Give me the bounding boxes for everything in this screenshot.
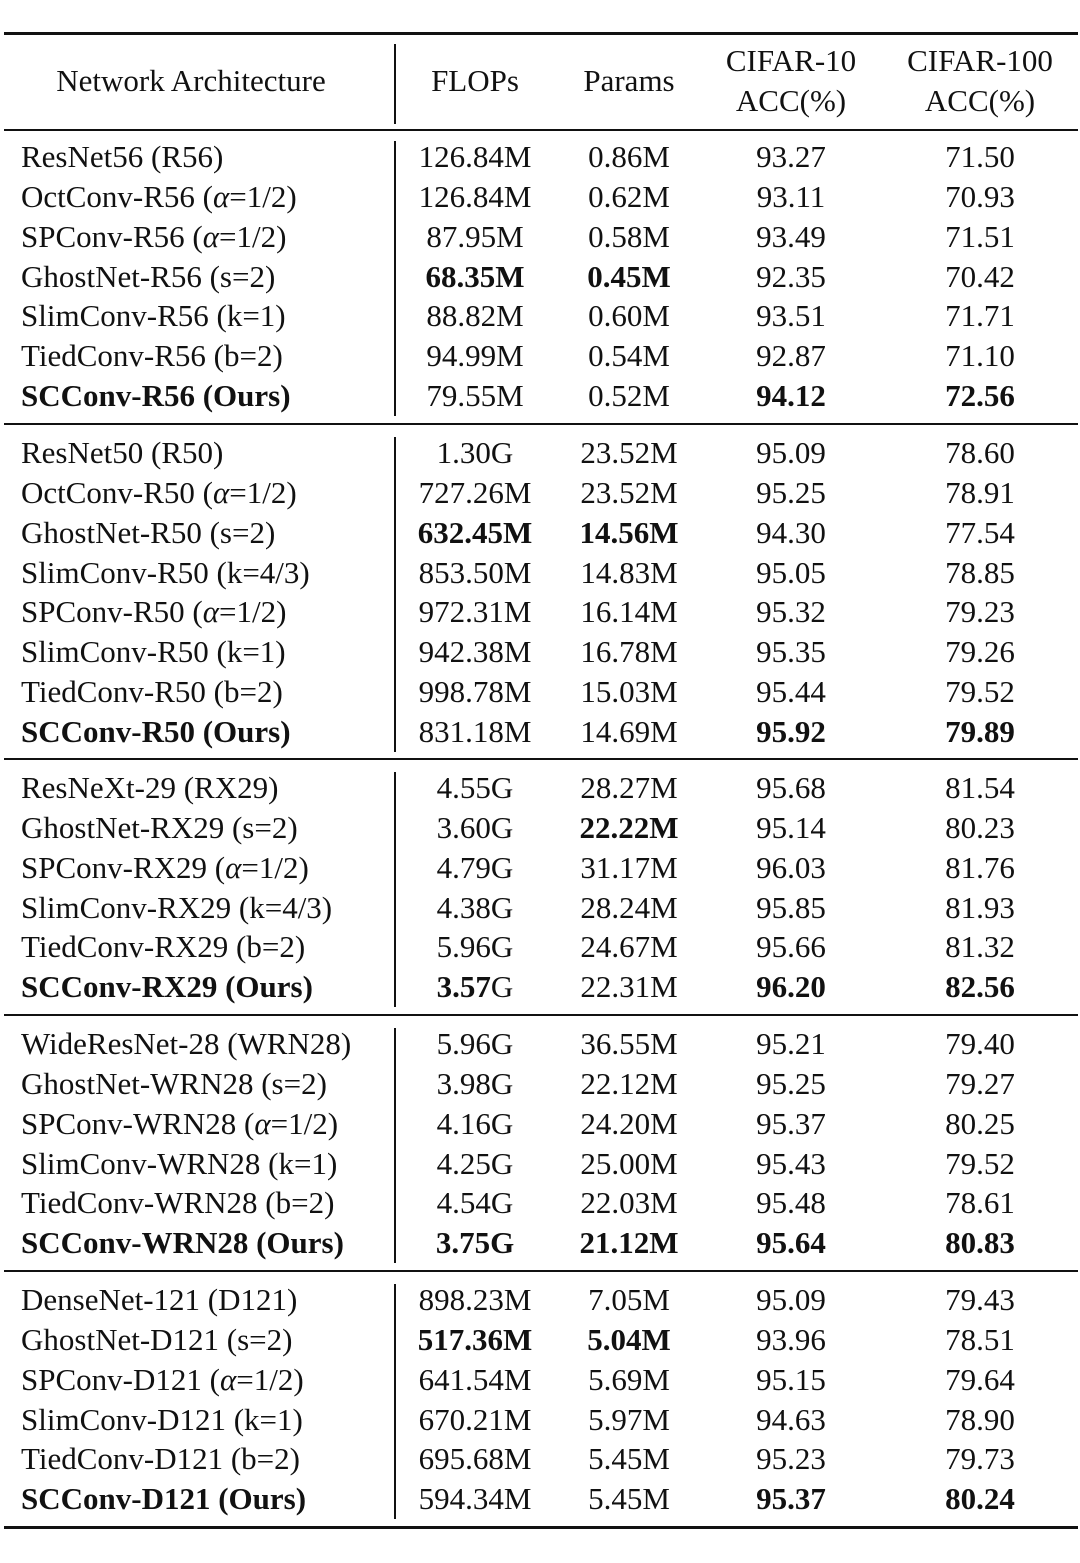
header-params: Params: [583, 63, 675, 98]
cell-flops: 695.68M: [418, 1441, 532, 1477]
cell-name: OctConv-R56 (α=1/2): [21, 178, 297, 214]
cell-name: SCConv-D121 (Ours): [21, 1481, 307, 1517]
cell-c100: 71.50: [945, 139, 1015, 174]
cell-c100: 78.61: [945, 1185, 1015, 1221]
group-divider: [394, 772, 396, 1007]
group-divider: [394, 141, 396, 416]
cell-name: GhostNet-WRN28 (s=2): [21, 1065, 327, 1101]
header-cifar100: CIFAR-100: [907, 43, 1053, 78]
cell-c100: 72.56: [945, 378, 1015, 414]
cell-c100: 79.27: [945, 1065, 1015, 1101]
cell-c10: 93.27: [756, 139, 826, 174]
cell-flops: 853.50M: [418, 554, 532, 590]
cell-params: 5.04M: [587, 1321, 671, 1357]
cell-c10: 92.87: [756, 338, 826, 374]
cell-c10: 93.96: [756, 1321, 826, 1357]
cell-c100: 78.51: [945, 1321, 1015, 1357]
cell-c100: 71.71: [945, 298, 1015, 334]
cell-params: 5.45M: [588, 1441, 670, 1477]
cell-name: WideResNet-28 (WRN28): [21, 1026, 352, 1061]
cell-flops: 4.38G: [436, 889, 514, 925]
cell-flops: 4.16G: [436, 1105, 514, 1141]
cell-c100: 78.90: [945, 1401, 1015, 1437]
cell-c10: 93.11: [756, 178, 826, 214]
cell-params: 16.14M: [580, 594, 678, 630]
cell-c100: 77.54: [945, 514, 1015, 550]
cell-c10: 95.35: [756, 634, 826, 670]
cell-c10: 96.03: [756, 849, 826, 885]
cell-c10: 95.68: [756, 770, 826, 805]
cell-c10: 95.25: [756, 1065, 826, 1101]
cell-name: SPConv-R50 (α=1/2): [21, 594, 287, 630]
cell-flops: 68.35M: [425, 258, 525, 294]
cell-c10: 95.09: [756, 1282, 826, 1317]
cell-name: SPConv-WRN28 (α=1/2): [21, 1105, 339, 1141]
cell-c10: 92.35: [756, 258, 826, 294]
cell-params: 22.03M: [580, 1185, 678, 1221]
cell-c100: 80.83: [945, 1225, 1015, 1261]
cell-c100: 79.52: [945, 1145, 1015, 1181]
cell-c100: 81.93: [945, 889, 1015, 925]
cell-c10: 95.23: [756, 1441, 826, 1477]
cell-c10: 94.63: [756, 1401, 826, 1437]
cell-params: 5.45M: [588, 1481, 670, 1517]
cell-name: SlimConv-D121 (k=1): [21, 1401, 303, 1437]
cell-name: ResNet50 (R50): [21, 435, 224, 470]
cell-flops: 727.26M: [418, 474, 532, 510]
cell-flops: 594.34M: [418, 1481, 532, 1517]
cell-flops: 831.18M: [418, 713, 532, 749]
cell-params: 0.54M: [588, 338, 670, 374]
cell-c10: 93.49: [756, 218, 826, 254]
cell-params: 16.78M: [580, 634, 678, 670]
header-cifar10-acc: ACC(%): [735, 83, 847, 118]
cell-params: 14.56M: [579, 514, 679, 550]
cell-params: 36.55M: [580, 1026, 678, 1061]
header-divider: [394, 44, 396, 124]
cell-c10: 95.92: [756, 713, 826, 749]
cell-c100: 82.56: [945, 969, 1015, 1005]
cell-flops: 1.30G: [436, 435, 514, 470]
group-divider: [394, 1284, 396, 1519]
cell-c100: 78.91: [945, 474, 1015, 510]
cell-params: 0.86M: [588, 139, 670, 174]
cell-c10: 95.64: [756, 1225, 826, 1261]
cell-name: OctConv-R50 (α=1/2): [21, 474, 297, 510]
cell-c100: 79.23: [945, 594, 1015, 630]
cell-name: SCConv-R56 (Ours): [21, 378, 291, 414]
cell-c10: 94.30: [756, 514, 826, 550]
cell-name: GhostNet-D121 (s=2): [21, 1321, 293, 1357]
cell-flops: 517.36M: [417, 1321, 533, 1357]
cell-c10: 95.25: [756, 474, 826, 510]
cell-flops: 4.25G: [436, 1145, 514, 1181]
cell-c100: 79.73: [945, 1441, 1015, 1477]
header-flops: FLOPs: [431, 63, 519, 98]
cell-c100: 79.26: [945, 634, 1015, 670]
group-separator-rule: [4, 423, 1078, 425]
cell-flops: 942.38M: [418, 634, 532, 670]
cell-c100: 78.60: [945, 435, 1015, 470]
cell-name: SCConv-WRN28 (Ours): [21, 1225, 344, 1261]
cell-c10: 95.15: [756, 1361, 826, 1397]
group-separator-rule: [4, 758, 1078, 760]
cell-flops: 94.99M: [426, 338, 524, 374]
cell-c100: 79.52: [945, 674, 1015, 710]
group-divider: [394, 437, 396, 752]
cell-name: SPConv-RX29 (α=1/2): [21, 849, 309, 885]
cell-c10: 95.09: [756, 435, 826, 470]
cell-c10: 95.48: [756, 1185, 826, 1221]
cell-name: TiedConv-R56 (b=2): [21, 338, 283, 374]
cell-flops: 79.55M: [426, 378, 524, 414]
cell-c10: 94.12: [756, 378, 826, 414]
cell-name: GhostNet-R50 (s=2): [21, 514, 276, 550]
group-separator-rule: [4, 1014, 1078, 1016]
cell-flops: 632.45M: [417, 514, 533, 550]
cell-flops: 998.78M: [418, 674, 532, 710]
cell-c10: 93.51: [756, 298, 826, 334]
cell-c100: 71.10: [945, 338, 1015, 374]
cell-params: 24.67M: [580, 929, 678, 965]
cell-name: TiedConv-R50 (b=2): [21, 674, 283, 710]
cell-flops: 5.96G: [436, 1026, 514, 1061]
cell-name: SlimConv-R50 (k=4/3): [21, 554, 310, 590]
cell-name: TiedConv-WRN28 (b=2): [21, 1185, 335, 1221]
cell-flops: 898.23M: [418, 1282, 532, 1317]
cell-c100: 79.43: [945, 1282, 1015, 1317]
cell-params: 22.22M: [579, 809, 679, 845]
cell-params: 7.05M: [588, 1282, 670, 1317]
cell-name: TiedConv-D121 (b=2): [21, 1441, 300, 1477]
cell-params: 22.31M: [580, 969, 678, 1005]
cell-flops: 126.84M: [418, 178, 532, 214]
cell-c10: 95.37: [756, 1105, 826, 1141]
cell-c10: 95.32: [756, 594, 826, 630]
cell-c100: 80.24: [945, 1481, 1015, 1517]
cell-params: 25.00M: [580, 1145, 678, 1181]
cell-params: 22.12M: [580, 1065, 678, 1101]
cell-name: DenseNet-121 (D121): [21, 1282, 298, 1317]
cell-flops: 670.21M: [418, 1401, 532, 1437]
cell-c100: 71.51: [945, 218, 1015, 254]
cell-flops: 87.95M: [426, 218, 524, 254]
cell-name: SlimConv-RX29 (k=4/3): [21, 889, 333, 925]
header-cifar10: CIFAR-10: [725, 43, 857, 78]
cell-params: 5.97M: [588, 1401, 670, 1437]
cell-c10: 95.66: [756, 929, 826, 965]
cell-name: SPConv-R56 (α=1/2): [21, 218, 287, 254]
cell-c100: 79.89: [945, 713, 1015, 749]
cell-c10: 95.44: [756, 674, 826, 710]
cell-params: 24.20M: [580, 1105, 678, 1141]
cell-c10: 96.20: [756, 969, 826, 1005]
cell-c100: 81.32: [945, 929, 1015, 965]
cell-flops: 4.54G: [436, 1185, 514, 1221]
cell-flops: 88.82M: [426, 298, 524, 334]
cell-flops: 3.75G: [435, 1225, 515, 1261]
cell-flops: 4.55G: [436, 770, 514, 805]
cell-c10: 95.14: [756, 809, 826, 845]
cell-flops: 3.57G: [436, 969, 514, 1005]
cell-flops: 3.60G: [436, 809, 514, 845]
cell-name: GhostNet-R56 (s=2): [21, 258, 276, 294]
cell-name: TiedConv-RX29 (b=2): [21, 929, 306, 965]
header-cifar100-acc: ACC(%): [924, 83, 1036, 118]
top-rule: [4, 32, 1078, 35]
group-divider: [394, 1028, 396, 1263]
cell-params: 15.03M: [580, 674, 678, 710]
cell-c100: 81.54: [945, 770, 1015, 805]
cell-name: ResNeXt-29 (RX29): [21, 770, 279, 805]
cell-c10: 95.05: [756, 554, 826, 590]
cell-name: SPConv-D121 (α=1/2): [21, 1361, 304, 1397]
cell-c100: 81.76: [945, 849, 1015, 885]
cell-c100: 78.85: [945, 554, 1015, 590]
cell-name: SCConv-RX29 (Ours): [21, 969, 313, 1005]
cell-name: ResNet56 (R56): [21, 139, 224, 174]
cell-params: 14.69M: [580, 713, 678, 749]
header-network-architecture: Network Architecture: [56, 63, 326, 98]
cell-name: SlimConv-R56 (k=1): [21, 298, 286, 334]
cell-params: 0.52M: [588, 378, 670, 414]
cell-c100: 70.42: [945, 258, 1015, 294]
cell-params: 31.17M: [580, 849, 678, 885]
cell-c100: 79.64: [945, 1361, 1015, 1397]
cell-flops: 4.79G: [436, 849, 514, 885]
cell-c10: 95.43: [756, 1145, 826, 1181]
header-rule: [4, 129, 1078, 131]
cell-c10: 95.37: [756, 1481, 826, 1517]
cell-c10: 95.85: [756, 889, 826, 925]
cell-params: 28.24M: [580, 889, 678, 925]
cell-flops: 641.54M: [418, 1361, 532, 1397]
cell-c10: 95.21: [756, 1026, 826, 1061]
cell-name: SCConv-R50 (Ours): [21, 713, 291, 749]
cell-flops: 972.31M: [418, 594, 532, 630]
cell-params: 5.69M: [588, 1361, 670, 1397]
group-separator-rule: [4, 1270, 1078, 1272]
bottom-rule: [4, 1526, 1078, 1529]
cell-params: 28.27M: [580, 770, 678, 805]
cell-params: 14.83M: [580, 554, 678, 590]
cell-params: 0.62M: [588, 178, 670, 214]
cell-flops: 126.84M: [418, 139, 532, 174]
cell-params: 23.52M: [580, 474, 678, 510]
cell-c100: 70.93: [945, 178, 1015, 214]
cell-params: 23.52M: [580, 435, 678, 470]
cell-c100: 80.23: [945, 809, 1015, 845]
cell-params: 21.12M: [579, 1225, 679, 1261]
cell-flops: 3.98G: [436, 1065, 514, 1101]
cell-name: GhostNet-RX29 (s=2): [21, 809, 298, 845]
cell-name: SlimConv-WRN28 (k=1): [21, 1145, 338, 1181]
cell-c100: 80.25: [945, 1105, 1015, 1141]
cell-c100: 79.40: [945, 1026, 1015, 1061]
cell-params: 0.45M: [587, 258, 671, 294]
cell-flops: 5.96G: [436, 929, 514, 965]
cell-name: SlimConv-R50 (k=1): [21, 634, 286, 670]
cell-params: 0.58M: [588, 218, 670, 254]
cell-params: 0.60M: [588, 298, 670, 334]
